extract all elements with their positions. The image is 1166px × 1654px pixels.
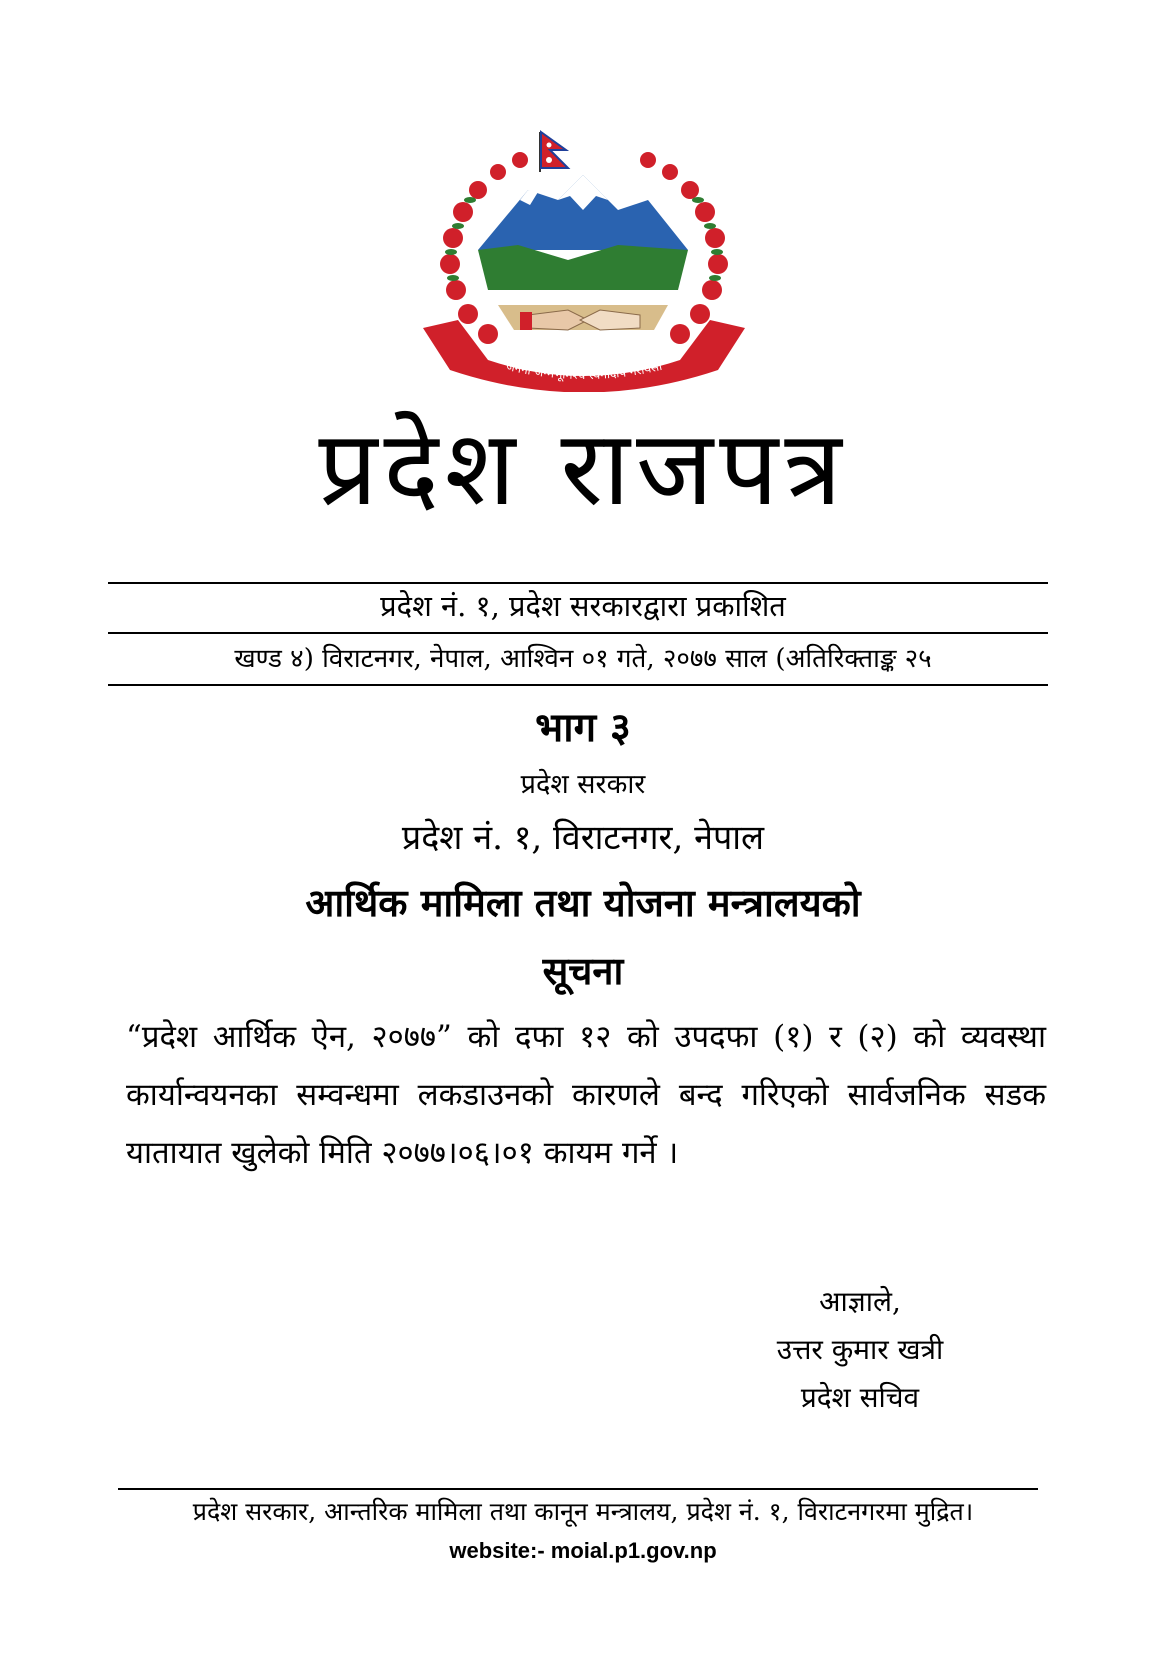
location-line: प्रदेश नं. १, विराटनगर, नेपाल xyxy=(401,818,765,858)
by-order-text: आज्ञाले, xyxy=(819,1285,901,1318)
part-heading: भाग ३ xyxy=(535,704,631,751)
footer-divider xyxy=(118,1488,1038,1490)
flag-icon xyxy=(539,132,568,172)
footer-printed-by: प्रदेश सरकार, आन्तरिक मामिला तथा कानून मन्त्रालय, प्रदेश नं. १, विराटनगरमा मुद्रित। xyxy=(192,1497,974,1526)
divider-top xyxy=(108,582,1048,584)
government-line: प्रदेश सरकार xyxy=(520,769,646,800)
notice-body: “प्रदेश आर्थिक ऐन, २०७७” को दफा १२ को उपदफा (१) र (२) को व्यवस्था कार्यान्वयनका सम्वन्धमा लकडाउनको कारणले बन्द गरिएको सार्वजनिक सडक यातायात खुलेको मिति २०७७।०६।०१ कायम गर्ने । xyxy=(126,1019,1046,1171)
notice-heading: सूचना xyxy=(542,948,624,993)
ministry-line: आर्थिक मामिला तथा योजना मन्त्रालयको xyxy=(305,880,861,925)
footer-website: website:- moial.p1.gov.np xyxy=(449,1538,717,1563)
signature-block xyxy=(700,1278,1020,1422)
mountain-icon xyxy=(478,175,688,330)
issue-line: खण्ड ४) विराटनगर, नेपाल, आश्विन ०१ गते, २०७७ साल (अतिरिक्ताङ्क २५ xyxy=(234,644,932,674)
emblem-motto: जननी जन्मभूमिश्च स्वर्गादपि गरीयसी xyxy=(504,358,664,383)
signatory-name: उत्तर कुमार खत्री xyxy=(776,1333,944,1366)
motto-ribbon xyxy=(423,320,745,392)
national-emblem xyxy=(418,130,750,392)
divider-middle xyxy=(108,632,1048,634)
gazette-title: प्रदेश राजपत्र xyxy=(318,407,848,529)
divider-bottom xyxy=(108,684,1048,686)
publisher-line: प्रदेश नं. १, प्रदेश सरकारद्वारा प्रकाशित xyxy=(380,589,786,623)
signatory-designation: प्रदेश सचिव xyxy=(800,1381,920,1414)
